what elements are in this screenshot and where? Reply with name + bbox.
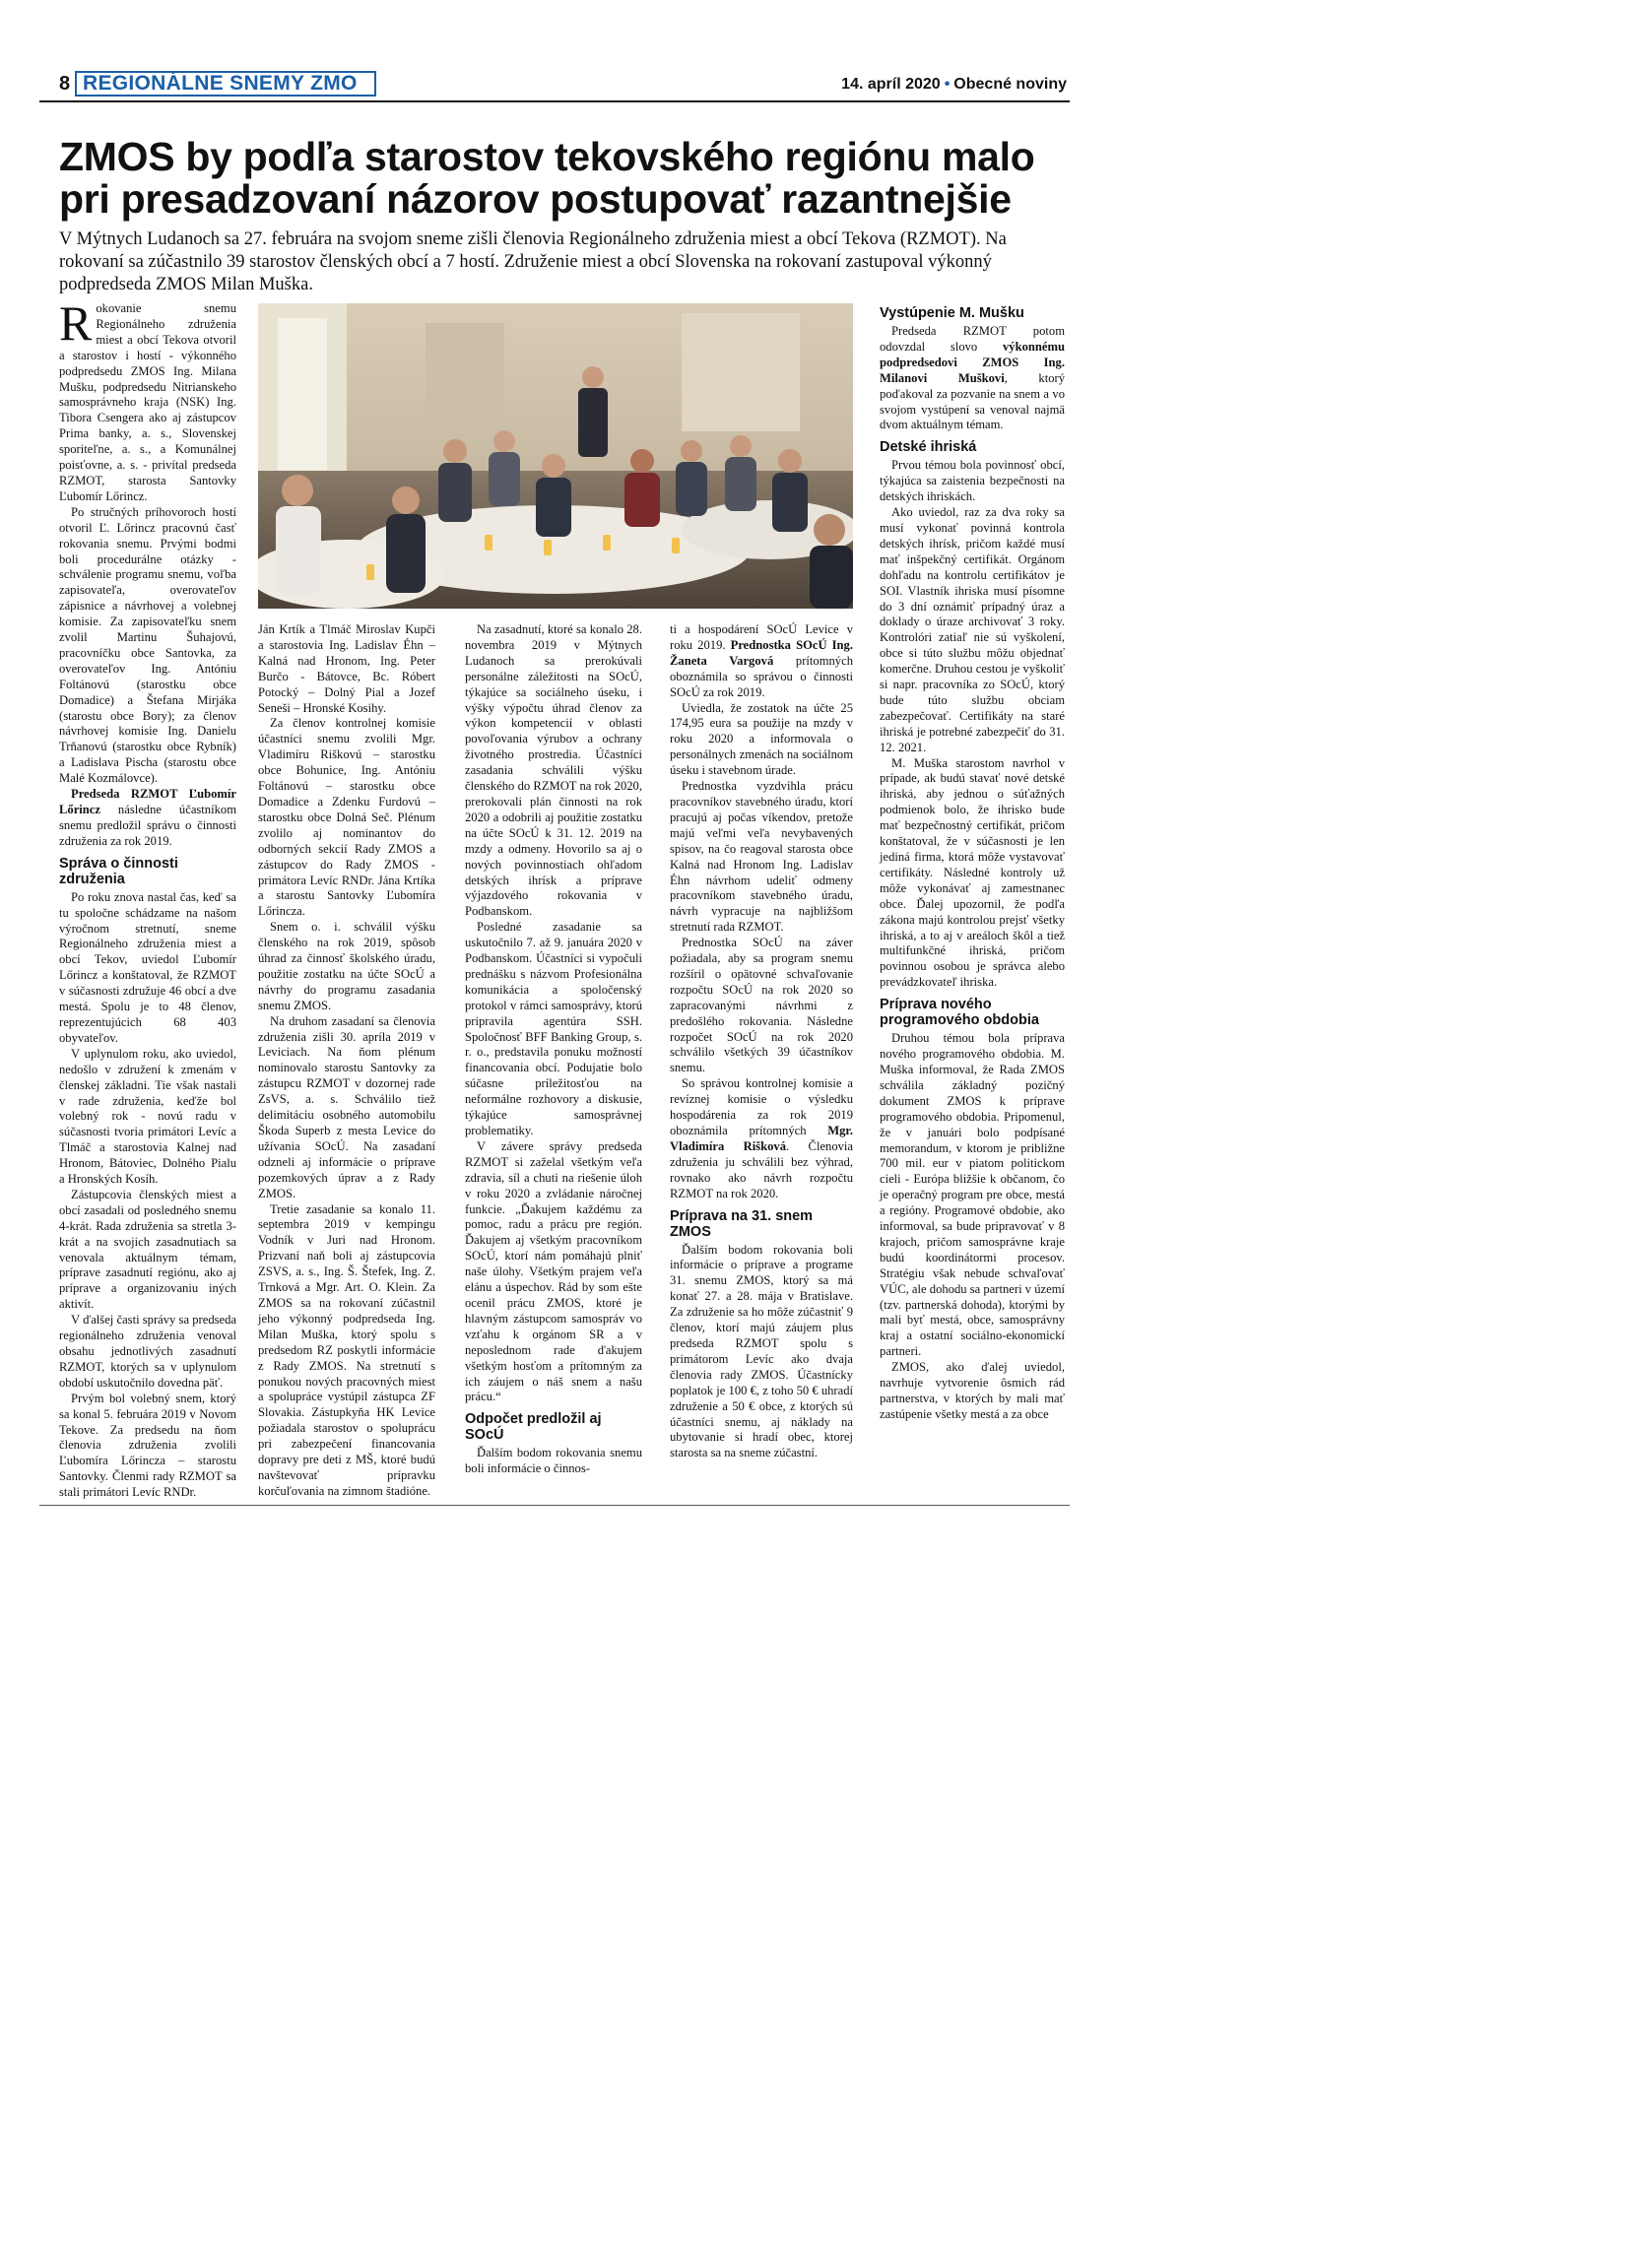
- subheading: Odpočet predložil aj SOcÚ: [465, 1411, 602, 1444]
- paragraph: Prvým bol volebný snem, ktorý sa konal 5. februára 2019 v Novom Tekove. Za predsedu na ňom členovia združenia zvolili Ľubomíra Lőrincza – starostu Santovky. Členmi rady RZMOT sa stali primátori Levíc RNDr.: [59, 1391, 236, 1500]
- publication-name: Obecné noviny: [953, 76, 1067, 93]
- paragraph: Prednostka SOcÚ na záver požiadala, aby sa program snemu rozšíril o opätovné schvaľovanie rozpočtu SOcÚ na rok 2020 so zapracovanými návrhmi z predošlého rokovania. Následne rozpočet SOcÚ na rok 2020 schválilo všetkých 39 účastníkov snemu.: [670, 936, 853, 1075]
- paragraph-text: So správou kontrolnej komisie a revíznej komisie o výsledku hospodárenia za rok 2019 oboznámila prítomných: [670, 1076, 853, 1137]
- headline-line-2: pri presadzovaní názorov postupovať razantnejšie: [59, 176, 1012, 222]
- paragraph: Uviedla, že zostatok na účte 25 174,95 eura sa použije na mzdy v roku 2020 a informovala o personálnych zmenách na sociálnom úseku i stavebnom úrade.: [670, 700, 853, 778]
- issue-info: [841, 76, 1067, 94]
- paragraph-text: ti a hospodárení SOcÚ Levice v roku 2019.: [670, 622, 853, 652]
- column-1: [59, 295, 236, 1501]
- paragraph-text: okovanie snemu Regionálneho združenia miest a obcí Tekova otvoril a starostov i hostí - výkonného podpredsedu ZMOS Ing. Milana Mušku, podpredsedu Nitrianskeho samosprávneho kraja (NSK) Ing. Tibora Csengera ako aj zástupcov Prima banky, a. s., Slovenskej sporiteľne, a. s., a Komunálnej poisťovne, a. s. - privítal predseda RZMOT, starosta Santovky Ľubomír Lőrincz.: [59, 301, 236, 503]
- bold-name: Prednostka SOcÚ Ing. Žaneta Vargová: [670, 637, 854, 668]
- paragraph-text: prítomných oboznámila so správou o činnosti SOcÚ za rok 2019.: [670, 653, 853, 699]
- separator-dot: •: [944, 76, 951, 93]
- paragraph: Prvou témou bola povinnosť obcí, týkajúca sa zaistenia bezpečnosti na detských ihriskách.: [880, 458, 1065, 504]
- subheading: Príprava nového programového obdobia: [880, 997, 1039, 1029]
- issue-date: 14. apríl 2020: [841, 76, 941, 93]
- paragraph: [880, 324, 1065, 433]
- paragraph-text: Predseda RZMOT potom odovzdal slovo: [880, 324, 1065, 354]
- page-number: 8: [59, 73, 71, 95]
- paragraph: [670, 1076, 853, 1201]
- column-2: [258, 622, 435, 1500]
- article-headline: [59, 136, 1054, 221]
- subheading: Detské ihriská: [880, 439, 977, 456]
- paragraph: Prednostka vyzdvihla prácu pracovníkov stavebného úradu, ktorí pracujú aj počas víkendov, pretože majú veľmi veľa nevybavených spisov, na čo reagoval starosta obce Kalná nad Hronom Ing. Ladislav Éhn návrhom udeliť odmeny pracovníkom stavebného úradu, návrh vypracuje na najbližšom stretnutí rada RZMOT.: [670, 779, 853, 935]
- section-label: REGIONÁLNE SNEMY ZMO: [83, 72, 358, 95]
- subheading: Príprava na 31. snem ZMOS: [670, 1207, 814, 1240]
- meeting-photo: [258, 303, 853, 609]
- paragraph: M. Muška starostom navrhol v prípade, ak budú stavať nové detské ihriská, aby jednou o súťažných podmienok bolo, že ihrisko bude mať bezpečnostný certifikát, pričom konštatoval, že v súčasnosti je len jediná firma, ktorá môže vystavovať certifikáty. Následné kontroly už môže vykonávať aj zamestnanec obce. Ďalej upozornil, že podľa zákona majú kontrolou prejsť všetky ihriská, a to aj v areáloch škôl a tiež multifunkčné ihriská, pričom povinnou osobou je správca alebo prevádzkovateľ ihriska.: [880, 755, 1065, 990]
- bold-name: Predseda RZMOT Ľubomír Lőrincz: [59, 787, 236, 816]
- bold-name: Mgr. Vladimíra Rišková: [670, 1124, 853, 1153]
- header-rule: [39, 100, 1070, 102]
- paragraph-text: , ktorý poďakoval za pozvanie na snem a vo svojom vystúpení sa venoval najmä dvom aktuálnym témam.: [880, 370, 1065, 432]
- paragraph: [59, 295, 236, 505]
- paragraph: V ďalšej časti správy sa predseda regionálneho združenia venoval obsahu jednotlivých zasadnutí RZMOT, ktorých sa v uplynulom období uskutočnilo dovedna päť.: [59, 1313, 236, 1390]
- paragraph: Druhou témou bola príprava nového programového obdobia. M. Muška informoval, že Rada ZMOS schválila základný pozičný dokument ZMOS k príprave programového obdobia. Pripomenul, že v januári bolo podpísané memorandum, v ktorom je približne 700 mil. eur v piatom politickom cieli - Európa bližšie k občanom, čo je operačný program pre obce, mestá a regióny. Programové obdobie, ako informoval, sa bude pripravovať v 8 krajoch, pričom samosprávne kraje budú koordinátormi procesov. Stratégiu však nebude schvaľovať VÚC, ale dohodu sa partneri v území (tzv. partnerská dohoda), ktorými by mali byť mestá, obce, samosprávny kraj a ostatní sociálno-ekonomickí partneri.: [880, 1031, 1065, 1359]
- paragraph: ZMOS, ako ďalej uviedol, navrhuje vytvorenie ôsmich rád partnerstva, v ktorých by mali mať zastúpenie všetky mestá a za obce: [880, 1360, 1065, 1421]
- paragraph-text: . Členovia združenia ju schválili bez výhrad, rovnako ako návrh rozpočtu RZMOT na rok 2020.: [670, 1138, 854, 1200]
- paragraph: Po roku znova nastal čas, keď sa tu spoločne schádzame na našom výročnom stretnutí, sneme Regionálneho združenia miest a obcí Tekov, uviedol Ľubomír Lőrincz a konštatoval, že RZMOT v súčasnosti združuje 46 obcí a dve mestá. Spolu je to 48 členov, reprezentujúcich 68 403 obyvateľov.: [59, 889, 236, 1045]
- column-3: [465, 622, 642, 1477]
- drop-cap: R: [59, 295, 93, 351]
- subheading: Správa o činnosti združenia: [59, 855, 178, 887]
- paragraph: Snem o. i. schválil výšku členského na rok 2019, spôsob úhrad za činnosť školského úradu, použitie zostatku na účte SOcÚ a návrhy do programu zasadania snemu ZMOS.: [258, 920, 435, 1012]
- column-4: [670, 622, 853, 1461]
- paragraph-text: následne účastníkom snemu predložil správu o činnosti združenia za rok 2019.: [59, 803, 236, 848]
- paragraph: Po stručných príhovoroch hostí otvoril Ľ. Lőrincz pracovnú časť rokovania snemu. Prvými bodmi boli procedurálne otázky - schválenie programu snemu, voľba zapisovateľa, overovateľov zápisnice a návrhovej a volebnej komisie. Za zapisovateľku snem zvolil Martinu Šuhajovú, pracovníčku obce Santovka, za overovateľov Ing. Antóniu Foltánovú (starostku obce Domadice) a Štefana Mirjáka (starostu obce Bory); za členov návrhovej komisie Ing. Danielu Trňanovú (starostku obce Rybník) a Ladislava Pischa (starostu obce Malé Kozmálovce).: [59, 504, 236, 786]
- paragraph: Ďalším bodom rokovania boli informácie o príprave a programe 31. snemu ZMOS, ktorý sa má konať 27. a 28. mája v Bratislave. Za združenie sa ho môže zúčastniť 9 členov, ktorí majú záujem plus predseda RZMOT spolu s primátorom Levíc ako dvaja členovia rady ZMOS. Účastnícky poplatok je 100 €, z toho 50 € uhradí združenie a 50 € obce, z ktorých sú účastníci snemu, aj náklady na ubytovanie si hradí obec, ktorej starosta sa na sneme zúčastní.: [670, 1242, 853, 1460]
- article-lede: V Mýtnych Ludanoch sa 27. februára na svojom sneme zišli členovia Regionálneho združenia miest a obcí Tekova (RZMOT). Na rokovaní sa zúčastnilo 39 starostov členských obcí a 7 hostí. Združenie miest a obcí Slovenska na rokovaní zastupoval výkonný podpredseda ZMOS Milan Muška.: [59, 229, 1007, 294]
- subheading: Vystúpenie M. Mušku: [880, 305, 1024, 321]
- bold-name: výkonnému podpredsedovi ZMOS Ing. Milanovi Muškovi: [880, 339, 1065, 385]
- paragraph: V závere správy predseda RZMOT si zaželal všetkým veľa zdravia, síl a chuti na riešenie úloh v roku 2020 a zvládanie náročnej funkcie. „Ďakujem každému za pomoc, radu a prácu pre región. Ďakujem aj všetkým pracovníkom SOcÚ, ktorí nám pomáhajú plniť naše úlohy. Všetkým prajem veľa elánu a úspechov. Rád by som ešte ocenil prácu ZMOS, ktoré je hlavným zástupcom samospráv vo vzťahu k orgánom SR a v neposlednom rade ďakujem všetkým hosťom a prítomným za ich záujem o náš snem a našu prácu.“: [465, 1138, 642, 1404]
- paragraph: Ďalším bodom rokovania snemu boli informácie o činnos-: [465, 1446, 642, 1476]
- paragraph: Na druhom zasadaní sa členovia združenia zišli 30. apríla 2019 v Leviciach. Na ňom plénum nominovalo starostu Santovky za zástupcu RZMOT v dozornej rade ZsVS, a. s. Schválilo tiež delimitáciu osobného automobilu Škoda Superb z mesta Levice do užívania SOcÚ. Na zasadaní odzneli aj informácie o príprave pozemkových úprav a z Rady ZMOS.: [258, 1013, 435, 1200]
- headline-line-1: ZMOS by podľa starostov tekovského regiónu malo: [59, 134, 1035, 179]
- paragraph: [670, 622, 853, 701]
- paragraph: Posledné zasadanie sa uskutočnilo 7. až 9. januára 2020 v Podbanskom. Účastníci si vypočuli prednášku s názvom Profesionálna komunikácia a spoločenský protokol v rámci samosprávy, ktorú pripravila agentúra SSH. Spoločnosť BFF Banking Group, s. r. o., predstavila ponuku možností financovania obcí. Podujatie bolo súčasne príležitosťou na neformálne rozhovory a diskusie, týkajúce samosprávnej problematiky.: [465, 920, 642, 1137]
- paragraph: Zástupcovia členských miest a obcí zasadali od posledného snemu 4-krát. Rada združenia sa stretla 3-krát a na svojich zasadnutiach sa venovala aktuálnym témam, príprave zasadnutí regiónu, ako aj príprave a organizovaniu iných aktivít.: [59, 1187, 236, 1312]
- paragraph: [59, 787, 236, 850]
- footer-rule: [39, 1505, 1070, 1506]
- paragraph: Ako uviedol, raz za dva roky sa musí vykonať povinná kontrola detských ihrísk, pričom každé musí mať inšpekčný certifikát. Orgánom dohľadu na kontrolu certifikátov je SOI. Vlastník ihriska musí písomne do 3 dní oznámiť prípadný úraz a doklady o úraze archivovať 3 roky. Kontrolóri zatiaľ nie sú vyškolení, obce si túto službu môžu objednať komerčne. Druhou cestou je vyškoliť si napr. pracovníka zo SOcÚ, ktorý bude túto službu obciam zabezpečovať. Certifikáty na staré ihriská je potrebné zabezpečiť do 31. 12. 2021.: [880, 505, 1065, 754]
- paragraph: Za členov kontrolnej komisie účastníci snemu zvolili Mgr. Vladimíru Riškovú – starostku obce Bohunice, Ing. Antóniu Foltánovú – starostku obce Domadice a Zdenku Furdovú – starostku obce Dolná Seč. Plénum zvolilo aj nominantov do odborných sekcií Rady ZMOS a zástupcov do Rady ZMOS - primátora Levíc RNDr. Jána Krtíka a starostu Santovky Ľubomíra Lőrincza.: [258, 716, 435, 919]
- paragraph: Na zasadnutí, ktoré sa konalo 28. novembra 2019 v Mýtnych Ludanoch sa prerokúvali personálne záležitosti na SOcÚ, týkajúce sa sociálneho úseku, i výšky výpočtu úhrad členov za výkon kompetencií v oblasti povoľovania výrubov a ochrany životného prostredia. Účastníci zasadania schválili výšku členského do RZMOT na rok 2020, prerokovali plán činnosti na rok 2020 a odobrili aj použitie zostatku na účte SOcÚ k 31. 12. 2019 na mzdy a odmeny. Hovorilo sa aj o nových povinnostiach ohľadom detských ihrísk a príprave výjazdového rokovania v Podbanskom.: [465, 622, 642, 919]
- paragraph: Tretie zasadanie sa konalo 11. septembra 2019 v kempingu Vodník v Juri nad Hronom. Prizvaní naň boli aj zástupcovia ZSVS, a. s., Ing. Š. Štefek, Ing. Z. Trnková a Mgr. Art. O. Klein. Za ZMOS sa na rokovaní zúčastnil jeho výkonný podpredseda Ing. Milan Muška, ktorý spolu s predsedom RZ poskytli informácie z Rady ZMOS. Na stretnutí s ponukou nových pracovných miest a spolupráce vystúpil zástupca ZF Slovakia. Zástupkyňa HK Levice požiadala starostov o spoluprácu pri zabezpečení financovania dopravy pre deti z MŠ, ktoré budú navštevovať prípravku korčuľovania na zimnom štadióne.: [258, 1201, 435, 1498]
- paragraph: V uplynulom roku, ako uviedol, nedošlo v združení k zmenám v členskej základni. Tie však nastali v rade združenia, keďže bol volebný rok - novú radu v súčasnosti tvoria primátori Levíc a Tlmáč a starostovia Kalnej nad Hronom, Bátoviec, Dolného Pialu a Hronských Kosíh.: [59, 1046, 236, 1187]
- column-5: [880, 305, 1065, 1423]
- paragraph: Ján Krtík a Tlmáč Miroslav Kupči a starostovia Ing. Ladislav Éhn – Kalná nad Hronom, Ing. Peter Burčo - Bátovce, Bc. Róbert Potocký – Dolný Pial a Jozef Seneši – Hronské Kosihy.: [258, 622, 435, 715]
